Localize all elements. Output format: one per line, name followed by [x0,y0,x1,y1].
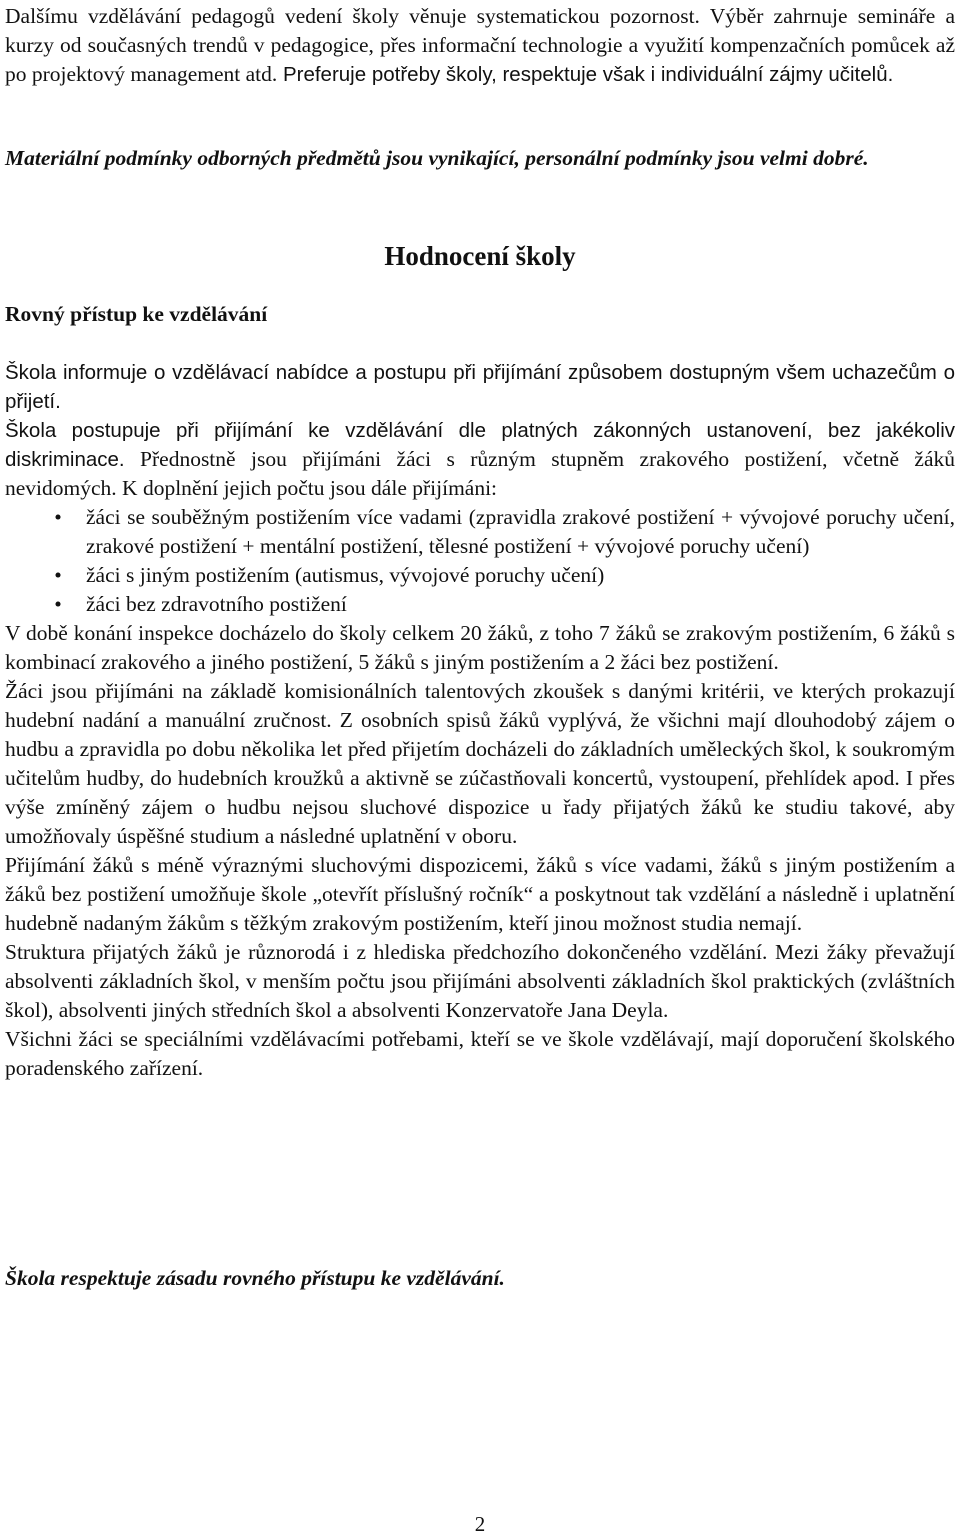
intro-text-sans: Preferuje potřeby školy, respektuje však i individuální zájmy učitelů. [277,63,894,86]
list-item-text: žáci se souběžným postižením více vadami (zpravidla zrakové postižení + vývojové poruchy učení, zrakové postižení + mentální postižení, tělesné postižení + vývojové poruchy učení) [86,505,955,558]
equal-access-conclusion: Škola respektuje zásadu rovného přístupu ke vzdělávání. [5,1266,505,1290]
intro-paragraph [5,2,955,89]
admission-text-c: K doplnění jejich počtu jsou dále přijímáni: [116,476,498,500]
list-item-text: žáci s jiným postižením (autismus, vývojové poruchy učení) [86,563,605,587]
paragraph-student-structure: Struktura přijatých žáků je různorodá i z hlediska předchozího dokončeného vzdělání. Mezi žáky převažují absolventi základních škol, v menším počtu jsou přijímáni absolventi základních škol praktických (zvláštních škol), absolventi jiných středních škol a absolventi Konzervatoře Jana Deyla. [5,940,955,1022]
admission-text-a: Škola postupuje při přijímání ke vzdělávání dle platných zákonných ustanovení, bez jakékoliv diskriminace. [5,419,955,471]
conditions-conclusion: Materiální podmínky odborných předmětů jsou vynikající, personální podmínky jsou velmi dobré. [5,146,869,170]
paragraph-admission-benefit: Přijímání žáků s méně výraznými sluchovými dispozicemi, žáků s více vadami, žáků s jiným postižením a žáků bez postižení umožňuje škole „otevřít příslušný ročník“ a poskytnout tak vzdělání a následně i uplatnění hudebně nadaným žákům s těžkým zrakovým postižením, kteří jinou možnost studia nemají. [5,853,955,935]
paragraph-talent-exams: Žáci jsou přijímáni na základě komisionálních talentových zkoušek s danými kritérii, ve kterých prokazují hudební nadání a manuální zručnost. Z osobních spisů žáků vyplývá, že všichni mají dlouhodobý zájem o hudbu a zpravidla po dobu několika let před přijetím docházeli do základních uměleckých škol, k soukromým učitelům hudby, do hudebních kroužků a aktivně se zúčastňovali koncertů, vystoupení, přehlídek apod. I přes výše zmíněný zájem o hudbu nejsou sluchové dispozice u řady přijatých žáků ke studiu takové, aby umožňovaly úspěšné studium a následné uplatnění v oboru. [5,679,955,848]
admission-list [5,503,955,619]
paragraph-information: Škola informuje o vzdělávací nabídce a postupu při přijímání způsobem dostupným všem uchazečům o přijetí. [5,361,955,413]
section-title: Hodnocení školy [384,241,576,271]
list-item [5,590,955,619]
subsection-title: Rovný přístup ke vzdělávání [5,302,268,326]
list-item-text: žáci bez zdravotního postižení [86,592,347,616]
equal-access-body [5,358,955,1083]
list-item [5,561,955,590]
paragraph-enrollment-counts: V době konání inspekce docházelo do školy celkem 20 žáků, z toho 7 žáků se zrakovým postižením, 6 žáků s kombinací zrakového a jiného postižení, 5 žáků s jiným postižením a 2 žáci bez postižení. [5,621,955,674]
intro-text-serif: Dalšímu vzdělávání pedagogů vedení školy věnuje systematickou pozornost. Výběr zahrnuje semináře a kurzy od současných trendů v pedagogice, přes informační technologie a využití kompenzačních pomůcek až po projektový management atd. [5,4,955,86]
bullet-icon: • [54,505,62,529]
paragraph-special-needs: Všichni žáci se speciálními vzdělávacími potřebami, kteří se ve škole vzdělávají, mají doporučení školského poradenského zařízení. [5,1027,955,1080]
bullet-icon: • [54,563,62,587]
paragraph-admission [5,416,955,503]
bullet-icon: • [54,592,62,616]
list-item [5,503,955,561]
admission-text-b: Přednostně jsou přijímáni žáci s různým stupněm zrakového postižení, včetně žáků nevidomých. [5,447,955,500]
page-number: 2 [474,1512,486,1536]
